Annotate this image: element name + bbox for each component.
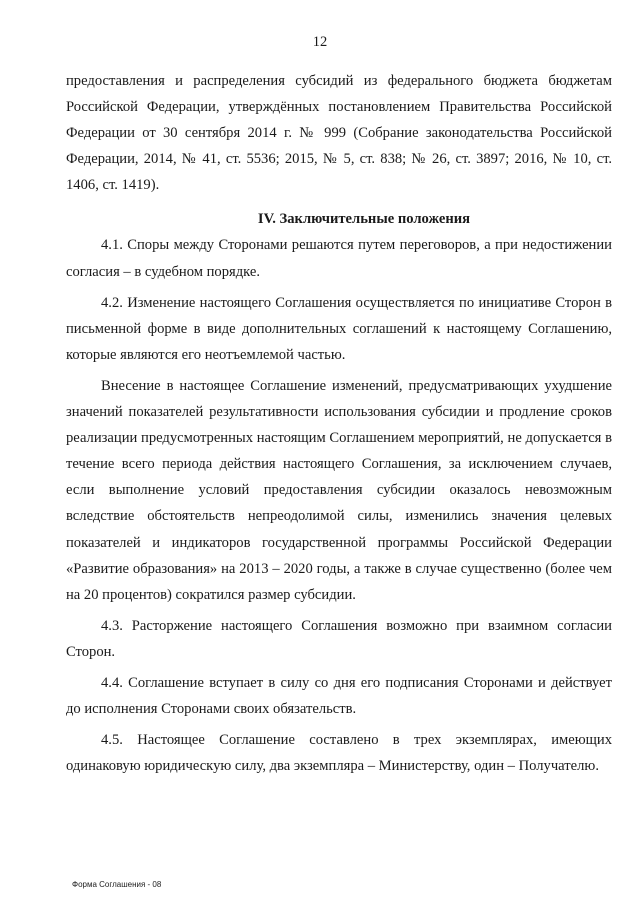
- page-number: 12: [312, 34, 328, 50]
- document-body: [66, 68, 612, 779]
- paragraph-amendments: Внесение в настоящее Соглашение изменений, предусматривающих ухудшение значений показателей результативности использования субсидии и продление сроков реализации предусмотренных настоящим Соглашением мероприятий, не допускается в течение всего периода действия настоящего Соглашения, за исключением случаев, если выполнение условий предоставления субсидии оказалось невозможным вследствие обстоятельств непреодолимой силы, изменились значения целевых показателей и индикаторов государственной программы Российской Федерации «Развитие образования» на 2013 – 2020 годы, а также в случае существенно (более чем на 20 процентов) сократился размер субсидии.: [66, 377, 612, 603]
- section-heading: IV. Заключительные положения: [257, 211, 471, 228]
- continuation-paragraph: предоставления и распределения субсидий из федерального бюджета бюджетам Российской Федерации, утверждённых постановлением Правительства Российской Федерации от 30 сентября 2014 г. № 999 (Собрание законодательства Российской Федерации, 2014, № 41, ст. 5536; 2015, № 5, ст. 838; № 26, ст. 3897; 2016, № 10, ст. 1406, ст. 1419).: [66, 73, 612, 194]
- paragraph-4-4: 4.4. Соглашение вступает в силу со дня его подписания Сторонами и действует до исполнения Сторонами своих обязательств.: [66, 674, 612, 718]
- form-footer: Форма Соглашения - 08: [72, 880, 162, 889]
- paragraph-4-3: 4.3. Расторжение настоящего Соглашения возможно при взаимном согласии Сторон.: [66, 617, 612, 660]
- paragraph-4-1: 4.1. Споры между Сторонами решаются путем переговоров, а при недостижении согласия – в судебном порядке.: [66, 237, 612, 280]
- paragraph-4-2: 4.2. Изменение настоящего Соглашения осуществляется по инициативе Сторон в письменной форме в виде дополнительных соглашений к настоящему Соглашению, которые являются его неотъемлемой частью.: [66, 294, 612, 363]
- paragraph-4-5: 4.5. Настоящее Соглашение составлено в трех экземплярах, имеющих одинаковую юридическую силу, два экземпляра – Министерству, один – Получателю.: [66, 732, 612, 775]
